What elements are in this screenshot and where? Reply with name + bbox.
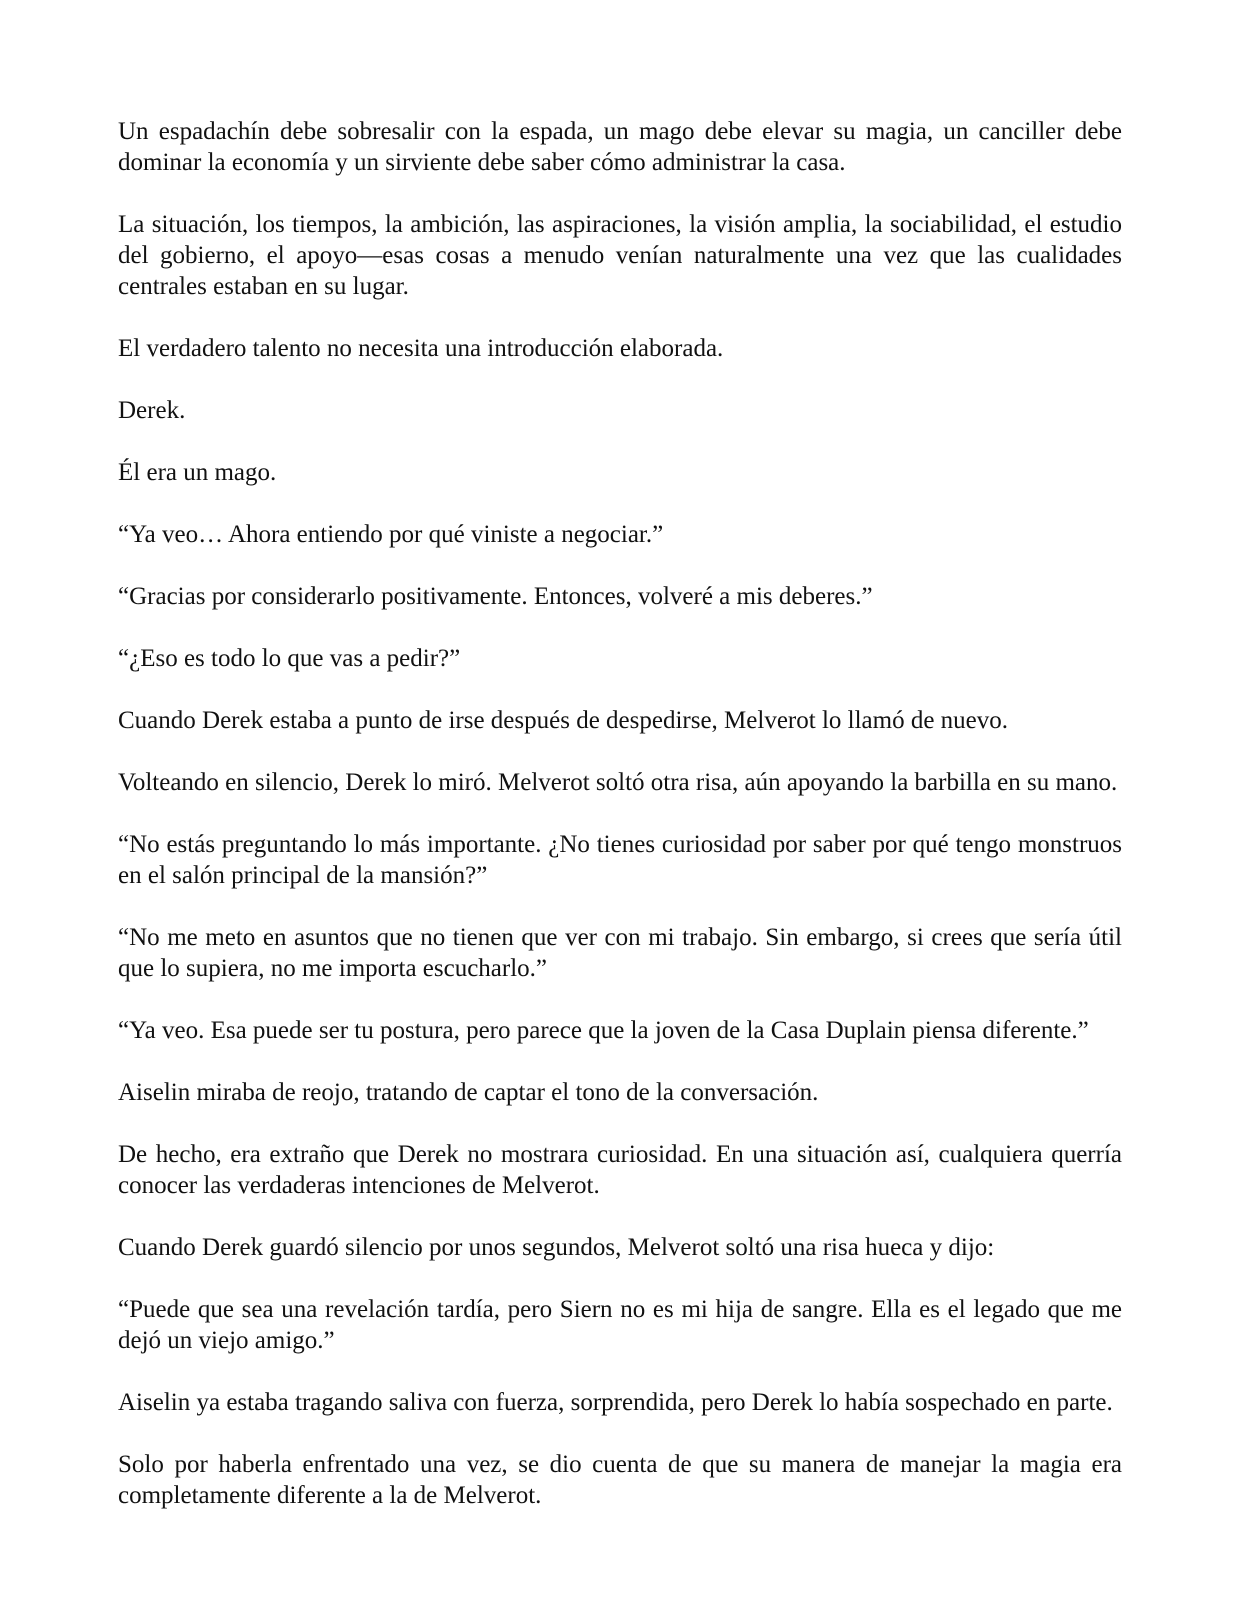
paragraph-2: La situación, los tiempos, la ambición, las aspiraciones, la visión amplia, la sociabilidad, el estudio del gobierno, el apoyo—esas cosas a menudo venían naturalmente una vez que las cualidades centrales estaban en su lugar.: [118, 211, 1122, 300]
paragraph-1: Un espadachín debe sobresalir con la espada, un mago debe elevar su magia, un canciller debe dominar la economía y un sirviente debe saber cómo administrar la casa.: [118, 118, 1122, 176]
paragraph-3: El verdadero talento no necesita una introducción elaborada.: [118, 335, 724, 362]
paragraph-18: Aiselin ya estaba tragando saliva con fuerza, sorprendida, pero Derek lo había sospechado en parte.: [118, 1389, 1113, 1416]
paragraph-4: Derek.: [118, 397, 186, 424]
paragraph-7: “Gracias por considerarlo positivamente. Entonces, volveré a mis deberes.”: [118, 583, 873, 610]
paragraph-17: “Puede que sea una revelación tardía, pero Siern no es mi hija de sangre. Ella es el legado que me dejó un viejo amigo.”: [118, 1296, 1122, 1354]
paragraph-19: Solo por haberla enfrentado una vez, se dio cuenta de que su manera de manejar la magia era completamente diferente a la de Melverot.: [118, 1451, 1122, 1509]
paragraph-5: Él era un mago.: [118, 459, 277, 486]
paragraph-9: Cuando Derek estaba a punto de irse después de despedirse, Melverot lo llamó de nuevo.: [118, 707, 1009, 734]
paragraph-6: “Ya veo… Ahora entiendo por qué viniste a negociar.”: [118, 521, 664, 548]
paragraph-10: Volteando en silencio, Derek lo miró. Melverot soltó otra risa, aún apoyando la barbilla en su mano.: [118, 769, 1118, 796]
document-body: [118, 116, 1122, 1542]
paragraph-16: Cuando Derek guardó silencio por unos segundos, Melverot soltó una risa hueca y dijo:: [118, 1234, 995, 1261]
paragraph-8: “¿Eso es todo lo que vas a pedir?”: [118, 645, 461, 672]
paragraph-14: Aiselin miraba de reojo, tratando de captar el tono de la conversación.: [118, 1079, 819, 1106]
paragraph-13: “Ya veo. Esa puede ser tu postura, pero parece que la joven de la Casa Duplain piensa diferente.”: [118, 1017, 1089, 1044]
paragraph-15: De hecho, era extraño que Derek no mostrara curiosidad. En una situación así, cualquiera querría conocer las verdaderas intenciones de Melverot.: [118, 1141, 1122, 1199]
paragraph-11: “No estás preguntando lo más importante. ¿No tienes curiosidad por saber por qué tengo monstruos en el salón principal de la mansión?”: [118, 831, 1122, 889]
paragraph-12: “No me meto en asuntos que no tienen que ver con mi trabajo. Sin embargo, si crees que sería útil que lo supiera, no me importa escucharlo.”: [118, 924, 1122, 982]
